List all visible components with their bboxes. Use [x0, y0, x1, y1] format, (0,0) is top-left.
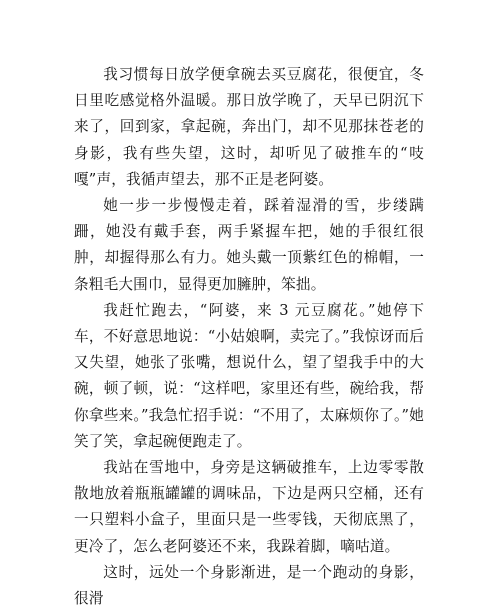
paragraph-4: 我站在雪地中，身旁是这辆破推车，上边零零散散地放着瓶瓶罐罐的调味品，下边是两只空桶，还有一只塑料小盒子，里面只是一些零钱，天彻底黑了，更冷了，怎么老阿婆还不来，我跺着脚，嘀咕道。: [74, 459, 424, 555]
paragraph-3: 我赶忙跑去，“阿婆，来 3 元豆腐花。”她停下车，不好意思地说：“小姑娘啊，卖完了。”我惊讶而后又失望，她张了张嘴，想说什么，望了望我手中的大碗，顿了顿，说：“这样吧，家里还有些，碗给我，帮你拿些来。”我急忙招手说：“不用了，太麻烦你了。”她笑了笑，拿起碗便跑走了。: [74, 301, 424, 450]
paragraph-1: 我习惯每日放学便拿碗去买豆腐花，很便宜，冬日里吃感觉格外温暖。那日放学晚了，天早已阴沉下来了，回到家，拿起碗，奔出门，却不见那抹苍老的身影，我有些失望，这时，却听见了破推车的“吱嘎”声，我循声望去，那不正是老阿婆。: [74, 66, 424, 188]
paragraph-2: 她一步一步慢慢走着，踩着湿滑的雪，步缕蹒跚，她没有戴手套，两手紧握车把，她的手很红很肿，却握得那么有力。她头戴一顶紫红色的棉帽，一条粗毛大围巾，显得更加臃肿，笨拙。: [74, 197, 424, 293]
paragraph-5: 这时，远处一个身影渐进，是一个跑动的身影，很滑: [74, 563, 424, 608]
article-body: [74, 62, 424, 612]
